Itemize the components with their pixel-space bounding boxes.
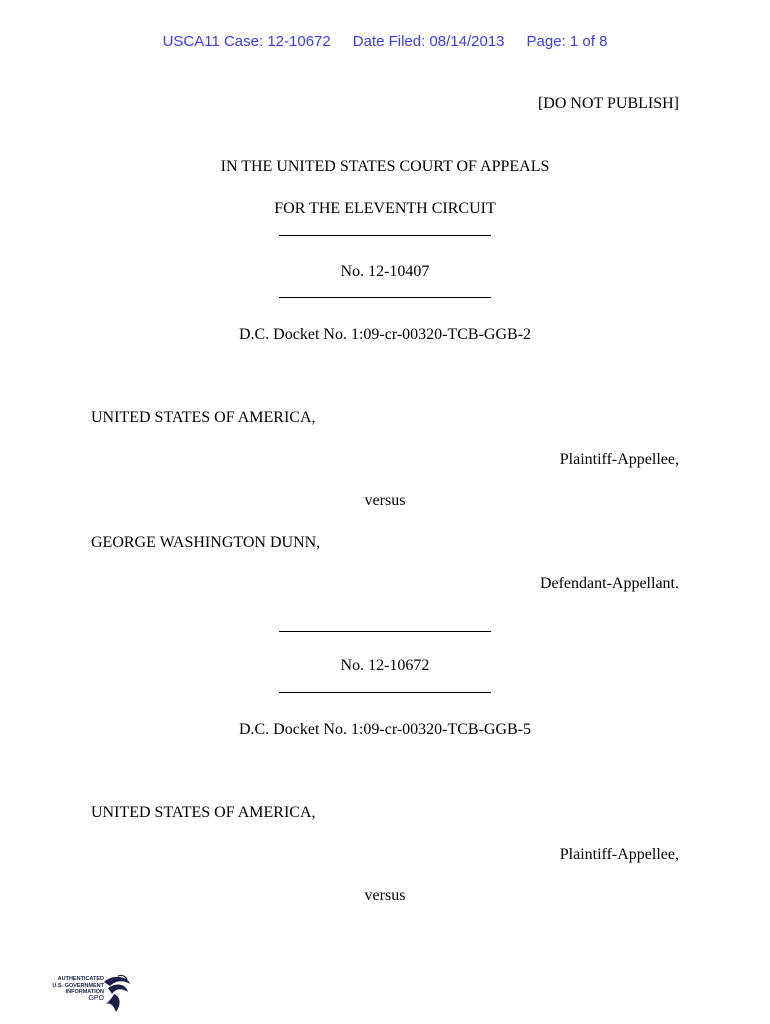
publish-notice: [DO NOT PUBLISH] xyxy=(537,95,679,112)
plaintiff-name: UNITED STATES OF AMERICA, xyxy=(91,409,316,426)
circuit-name: FOR THE ELEVENTH CIRCUIT xyxy=(274,200,496,217)
court-name: IN THE UNITED STATES COURT OF APPEALS xyxy=(220,158,550,175)
filing-header xyxy=(0,33,770,50)
defendant-role: Defendant-Appellant. xyxy=(539,575,679,592)
gpo-authentication-seal xyxy=(42,974,132,1018)
appeal-number: No. 12-10407 xyxy=(340,263,430,280)
plaintiff-name: UNITED STATES OF AMERICA, xyxy=(91,804,316,821)
page-number-header: Page: 1 of 8 xyxy=(526,33,608,50)
versus-label: versus xyxy=(364,492,406,509)
appeal-number: No. 12-10672 xyxy=(340,657,430,674)
plaintiff-role: Plaintiff-Appellee, xyxy=(559,846,679,863)
docket-number: D.C. Docket No. 1:09-cr-00320-TCB-GGB-5 xyxy=(238,721,532,738)
divider xyxy=(279,297,491,298)
gpo-eagle-icon xyxy=(98,974,134,1018)
divider xyxy=(279,692,491,693)
case-number-header: USCA11 Case: 12-10672 xyxy=(162,33,331,50)
defendant-name: GEORGE WASHINGTON DUNN, xyxy=(91,534,321,551)
plaintiff-role: Plaintiff-Appellee, xyxy=(559,451,679,468)
seal-text: AUTHENTICATED U.S. GOVERNMENT INFORMATION GPO xyxy=(52,976,104,1002)
date-filed-header: Date Filed: 08/14/2013 xyxy=(352,33,505,50)
divider xyxy=(279,631,491,632)
divider xyxy=(279,235,491,236)
versus-label: versus xyxy=(364,887,406,904)
docket-number: D.C. Docket No. 1:09-cr-00320-TCB-GGB-2 xyxy=(238,326,532,343)
